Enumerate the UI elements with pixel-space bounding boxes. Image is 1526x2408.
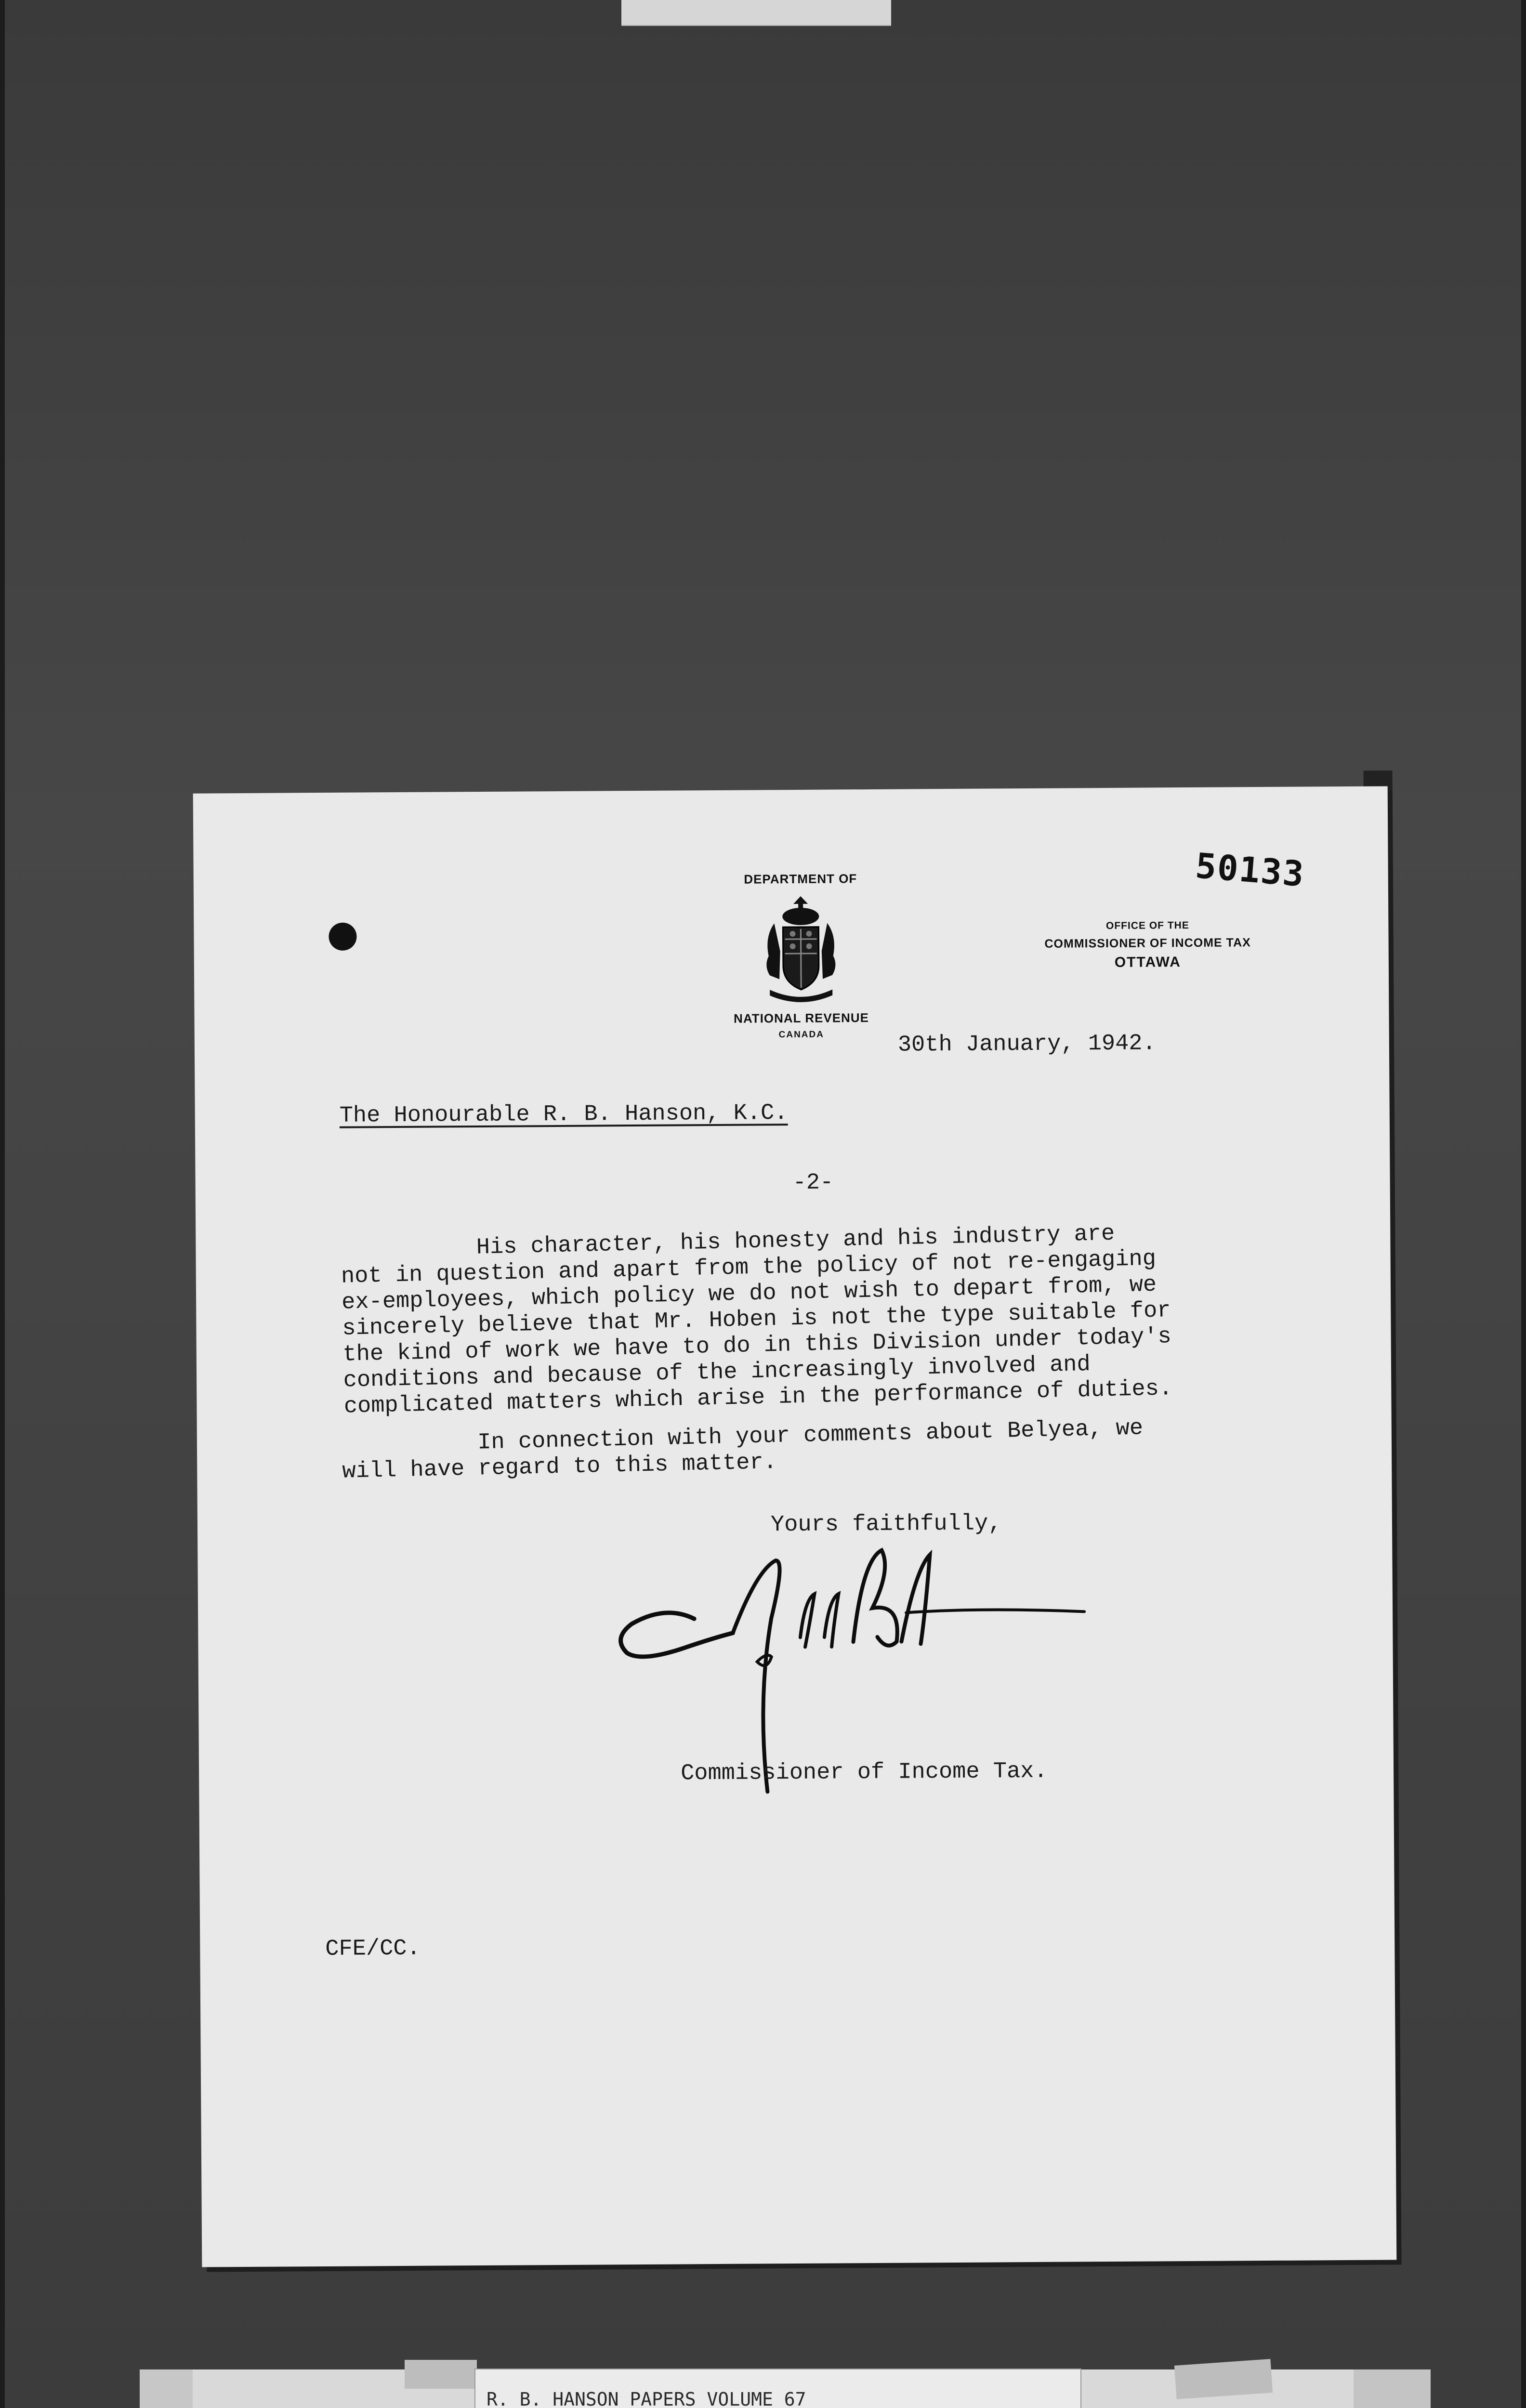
office-line-3: OTTAWA	[1114, 954, 1182, 970]
punch-hole	[329, 923, 356, 951]
letter-paragraph-2: In connection with your comments about Belyea, we will have regard to this matter.	[341, 1415, 1144, 1485]
letterhead-department: DEPARTMENT OF	[744, 871, 857, 887]
office-line-1: OFFICE OF THE	[1105, 919, 1189, 932]
film-edge-left	[0, 0, 5, 2408]
coat-of-arms-icon	[755, 893, 847, 1004]
reference-initials: CFE/CC.	[325, 1936, 421, 1962]
letterhead-canada: CANADA	[778, 1029, 824, 1040]
volume-label: R. B. HANSON PAPERS VOLUME 67	[487, 2389, 806, 2408]
letter-page	[193, 786, 1397, 2267]
signature-title: Commissioner of Income Tax.	[680, 1758, 1048, 1787]
letter-date: 30th January, 1942.	[897, 1031, 1156, 1058]
letter-closing: Yours faithfully,	[770, 1511, 1002, 1538]
office-block	[998, 919, 1297, 972]
office-line-2: COMMISSIONER OF INCOME TAX	[1044, 936, 1251, 951]
film-edge-right	[1521, 0, 1526, 2408]
letterhead-national-revenue: NATIONAL REVENUE	[734, 1010, 869, 1026]
letter-paragraph-1: His character, his honesty and his industry are not in question and apart from the policy of not re-engaging ex-employees, which policy we do not wish to depart from, we sincerely believe that Mr. Hoben is not the type suitable for the kind of work we have to do in this Division under today's conditions and because of the increasingly involved and complicated matters which arise in the performance of duties.	[340, 1221, 1173, 1420]
file-number: 50133	[1194, 845, 1306, 895]
letterhead	[699, 871, 903, 1041]
tape-piece	[1174, 2359, 1273, 2399]
tape-piece	[405, 2360, 477, 2389]
page-number: -2-	[792, 1170, 834, 1196]
top-tab	[621, 0, 891, 26]
archive-card-right-strip	[1354, 2369, 1431, 2408]
archive-card-left-strip	[140, 2369, 193, 2408]
letter-addressee: The Honourable R. B. Hanson, K.C.	[339, 1100, 788, 1129]
